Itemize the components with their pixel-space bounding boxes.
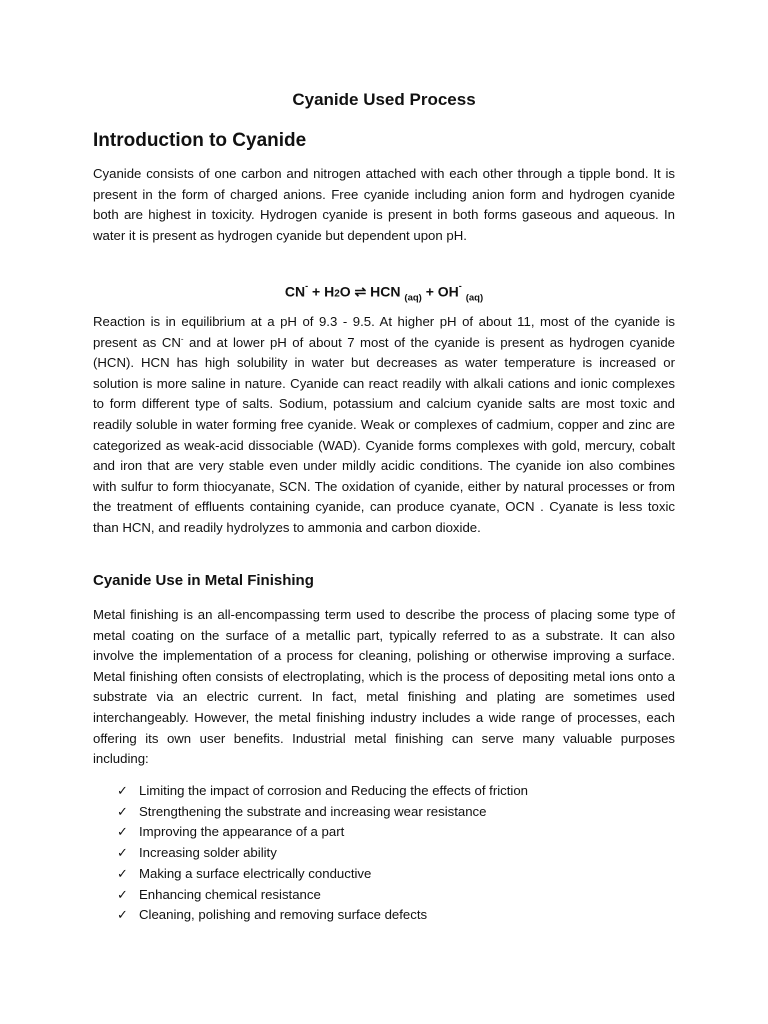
eq-arrow: ⇌ [354,283,367,300]
list-item [117,802,528,823]
list-item-text: Increasing solder ability [139,845,277,861]
paragraph-introduction: Cyanide consists of one carbon and nitrogen attached with each other through a tipple bond. It is present in the form of charged anions. Free cyanide including anion form and hydrogen cyanide both are highest in toxicity. Hydrogen cyanide is present in both forms gaseous and aqueous. In water it is present as hydrogen cyanide but dependent upon pH. [93,166,675,243]
list-item [117,864,528,885]
eq-h: H [324,283,335,300]
list-item-text: Enhancing chemical resistance [139,886,321,902]
list-item [117,781,528,802]
checkmark-icon: ✓ [117,845,128,861]
list-item [117,843,528,864]
purposes-list [117,781,528,926]
list-item [117,905,528,926]
list-item-text: Improving the appearance of a part [139,824,345,840]
checkmark-icon: ✓ [117,886,128,902]
paragraph-equilibrium-part1: Reaction is in equilibrium at a pH of 9.3 - 9.5. At higher pH of about 11, most of the cyanide is present as CN [93,314,675,350]
section-heading-metal-finishing: Cyanide Use in Metal Finishing [93,572,314,589]
eq-cn: CN [284,283,306,300]
eq-cn-charge: - [305,281,309,291]
list-item-text: Cleaning, polishing and removing surface defects [139,907,428,923]
list-item [117,822,528,843]
eq-aq-1: (aq) [404,292,422,304]
eq-oh-charge: - [458,281,462,291]
eq-h-sub: 2 [334,288,340,300]
checkmark-icon: ✓ [117,865,128,881]
list-item-text: Making a surface electrically conductive [139,865,372,881]
eq-hcn: HCN [370,283,401,300]
paragraph-metal-finishing: Metal finishing is an all-encompassing term used to describe the process of placing some type of metal coating on the surface of a metallic part, typically referred to as a substrate. It can also involve the implementation of a process for cleaning, polishing or otherwise improving a surface. Metal finishing often consists of electroplating, which is the process of depositing metal ions onto a substrate via an electric current. In fact, metal finishing and plating are sometimes used interchangeably. However, the metal finishing industry includes a wide range of processes, each offering its own user benefits. Industrial metal finishing can serve many valuable purposes including: [93,607,675,767]
checkmark-icon: ✓ [117,803,128,819]
checkmark-icon: ✓ [117,783,128,798]
chemical-equation [93,277,675,309]
checkmark-icon: ✓ [117,907,128,923]
eq-o: O [339,283,351,300]
list-item-text: Strengthening the substrate and increasing wear resistance [139,803,487,819]
eq-plus-2: + [425,283,434,300]
eq-oh: OH [437,283,459,300]
section-heading-introduction: Introduction to Cyanide [93,130,307,151]
list-item-text: Limiting the impact of corrosion and Reducing the effects of friction [139,783,528,798]
checkmark-icon: ✓ [117,824,128,840]
list-item [117,885,528,906]
paragraph-equilibrium [93,312,675,539]
document-title: Cyanide Used Process [292,90,476,109]
paragraph-equilibrium-part2: and at lower pH of about 7 most of the cyanide is present as hydrogen cyanide (HCN). HCN has high solubility in water but decreases as water temperature is increased or solution is more saline in nature. Cyanide can react readily with alkali cations and ionic complexes to form different type of salts. Sodium, potassium and calcium cyanide salts are most toxic and readily soluble in water forming free cyanide. Weak or complexes of cadmium, copper and zinc are categorized as weak-acid dissociable (WAD). Cyanide forms complexes with gold, mercury, cobalt and iron that are very stable even under mildly acidic conditions. The cyanide ion also combines with sulfur to form thiocyanate, SCN. The oxidation of cyanide, either by natural processes or from the treatment of effluents containing cyanide, can produce cyanate, OCN . Cyanate is less toxic than HCN, and readily hydrolyzes to ammonia and carbon dioxide. [93,334,675,535]
paragraph-equilibrium-charge: - [180,334,184,344]
eq-aq-2: (aq) [465,292,484,304]
eq-plus-1: + [312,283,321,300]
